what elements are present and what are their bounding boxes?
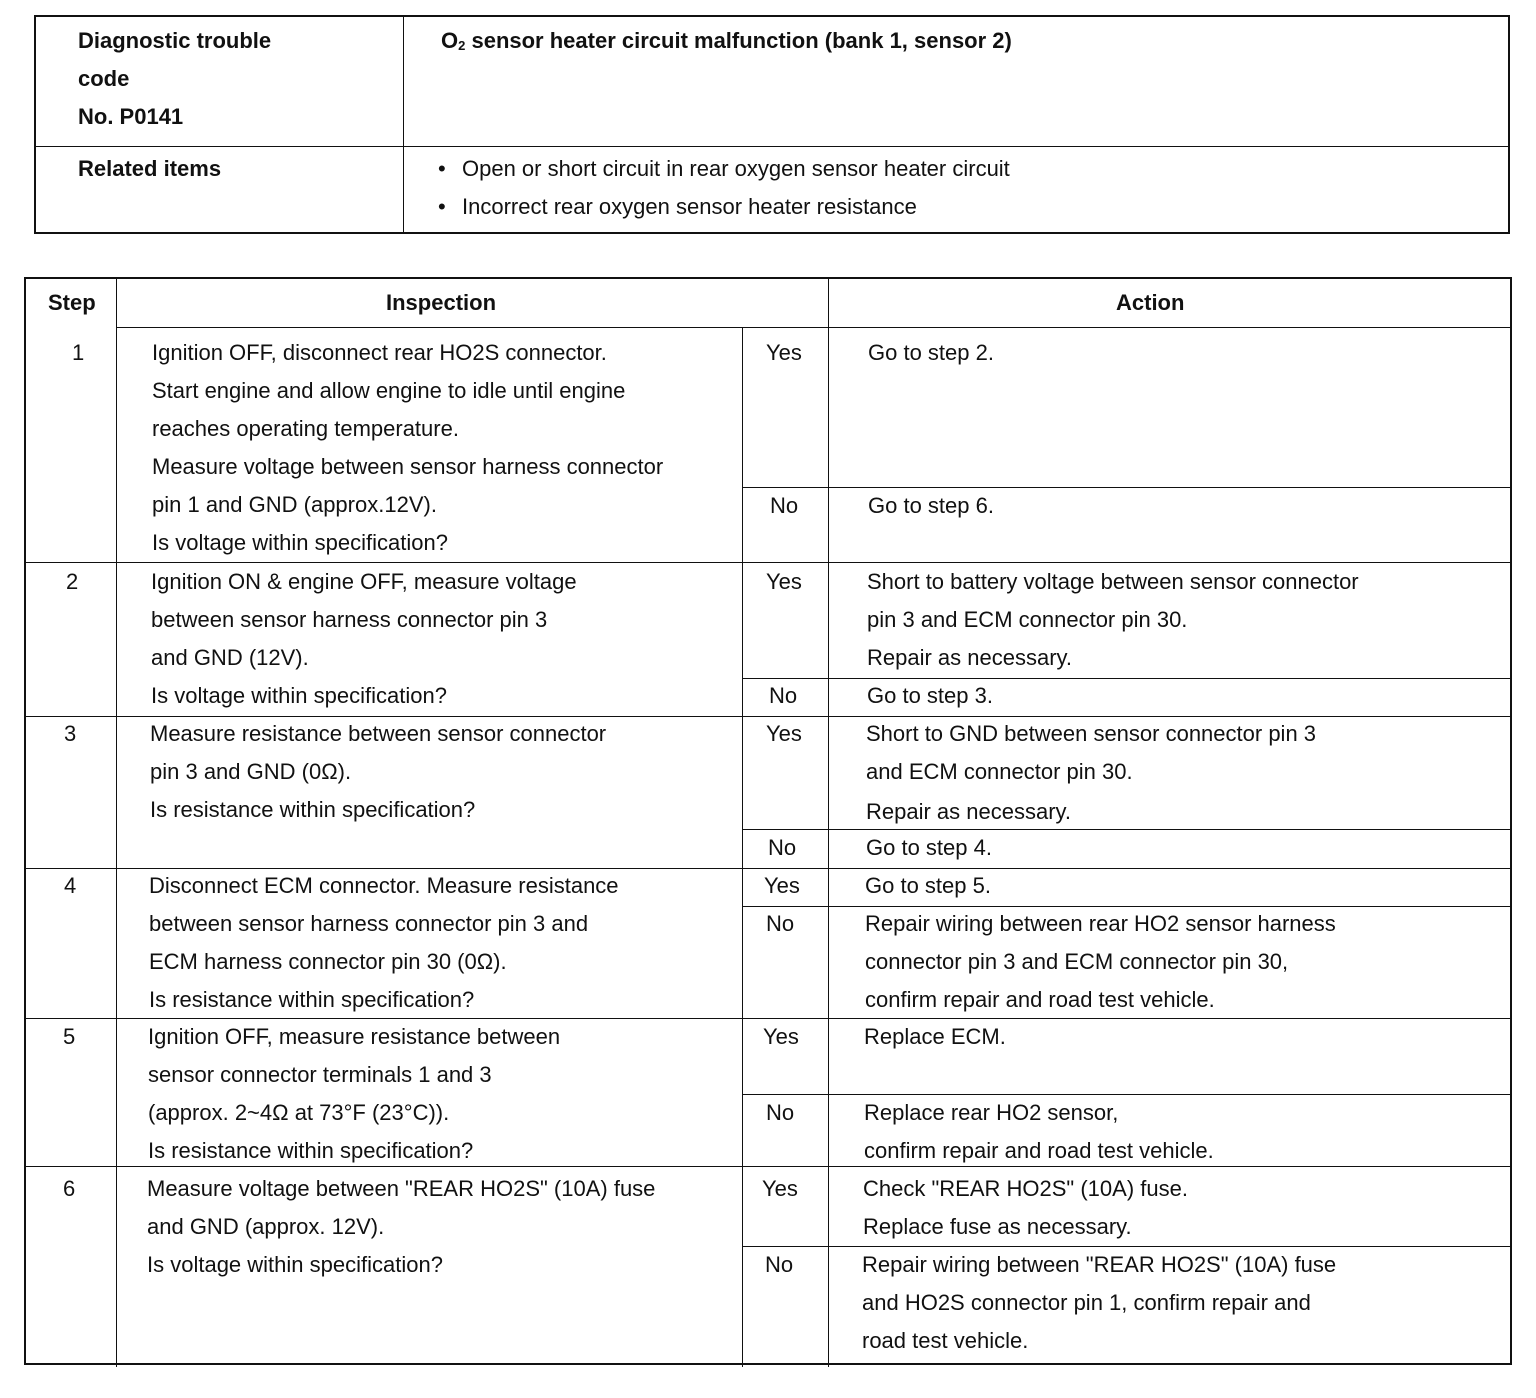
action-line: confirm repair and road test vehicle. [865, 987, 1215, 1012]
header-row-divider [116, 327, 1512, 328]
inspection-line: Ignition OFF, measure resistance between [148, 1024, 561, 1049]
inspection-line: pin 1 and GND (approx.12V). [152, 492, 437, 517]
action-line: pin 3 and ECM connector pin 30. [867, 607, 1188, 632]
dtc-title [441, 22, 1012, 65]
dtc-title-text: sensor heater circuit malfunction (bank 1, sensor 2) [465, 28, 1012, 53]
column-divider [116, 279, 117, 1367]
no-label: No [769, 683, 798, 708]
step-number: 4 [64, 873, 77, 898]
action-line: Repair as necessary. [867, 645, 1073, 670]
yes-action [864, 1018, 1006, 1056]
dtc-code-row [36, 17, 1508, 147]
yes-label: Yes [766, 569, 802, 594]
inspection-line: Is voltage within specification? [151, 683, 447, 708]
inspection-line: Ignition OFF, disconnect rear HO2S connector. [152, 340, 607, 365]
dtc-title-o: O [441, 28, 459, 53]
no-action [864, 1094, 1214, 1170]
inspection-line: Start engine and allow engine to idle until engine [152, 378, 626, 403]
inspection-line: Is voltage within specification? [152, 530, 448, 555]
inspection-line: and GND (12V). [151, 645, 309, 670]
inspection-line: Disconnect ECM connector. Measure resistance [149, 873, 619, 898]
action-line: and HO2S connector pin 1, confirm repair and [862, 1290, 1311, 1315]
yesno-row-divider [742, 487, 1512, 488]
action-line: road test vehicle. [862, 1328, 1029, 1353]
step-number: 6 [63, 1176, 76, 1201]
related-items-label: Related items [78, 156, 222, 181]
inspection-line: reaches operating temperature. [152, 416, 459, 441]
inspection-line: pin 3 and GND (0Ω). [150, 759, 352, 784]
dtc-code-label [78, 22, 271, 136]
yes-label: Yes [762, 1176, 798, 1201]
dtc-code-label-line: Diagnostic trouble [78, 28, 272, 53]
step-number: 3 [64, 721, 77, 746]
inspection-text [148, 1018, 560, 1170]
inspection-line: Ignition ON & engine OFF, measure voltage [151, 569, 577, 594]
inspection-text [152, 334, 663, 562]
no-action [868, 487, 994, 525]
dtc-header-table [34, 15, 1510, 234]
column-header-step: Step [48, 290, 96, 315]
action-line: Go to step 3. [867, 683, 993, 708]
yes-label: Yes [766, 340, 802, 365]
yes-action [865, 867, 991, 905]
action-line: and ECM connector pin 30. [866, 759, 1133, 784]
step-number: 5 [63, 1024, 76, 1049]
yes-label: Yes [764, 873, 800, 898]
yes-action [868, 334, 994, 372]
yes-action [863, 1170, 1188, 1246]
yes-action [867, 563, 1359, 677]
action-line: Repair wiring between rear HO2 sensor harness [865, 911, 1336, 936]
inspection-line: (approx. 2~4Ω at 73°F (23°C)). [148, 1100, 450, 1125]
step-number: 2 [66, 569, 79, 594]
action-line: Replace ECM. [864, 1024, 1006, 1049]
yesno-row-divider [742, 678, 1512, 679]
action-line: Check "REAR HO2S" (10A) fuse. [863, 1176, 1188, 1201]
action-line: Go to step 5. [865, 873, 991, 898]
inspection-line: sensor connector terminals 1 and 3 [148, 1062, 492, 1087]
action-line: Go to step 6. [868, 493, 994, 518]
column-header-action: Action [1116, 290, 1185, 315]
inspection-text [147, 1170, 655, 1284]
inspection-text [149, 867, 619, 1019]
inspection-line: Measure voltage between sensor harness connector [152, 454, 664, 479]
inspection-line: ECM harness connector pin 30 (0Ω). [149, 949, 507, 974]
related-item: • Incorrect rear oxygen sensor heater resistance [438, 188, 1010, 226]
yes-label: Yes [766, 721, 802, 746]
action-line: Repair as necessary. [866, 799, 1072, 824]
no-label: No [766, 911, 795, 936]
action-line: confirm repair and road test vehicle. [864, 1138, 1214, 1163]
no-label: No [770, 493, 799, 518]
action-line: Replace fuse as necessary. [863, 1214, 1132, 1239]
no-action [865, 905, 1336, 1019]
action-line: Replace rear HO2 sensor, [864, 1100, 1119, 1125]
no-label: No [766, 1100, 795, 1125]
related-items-row [36, 146, 1508, 232]
diagnostic-steps-table [24, 277, 1512, 1365]
inspection-text [150, 715, 606, 829]
yesno-divider [742, 327, 743, 1367]
dtc-code-number: No. P0141 [78, 104, 184, 129]
no-label: No [768, 835, 797, 860]
inspection-line: Is resistance within specification? [149, 987, 475, 1012]
inspection-line: Measure voltage between "REAR HO2S" (10A) fuse [147, 1176, 656, 1201]
inspection-line: between sensor harness connector pin 3 [151, 607, 548, 632]
no-action [862, 1246, 1336, 1360]
yes-action [866, 715, 1316, 831]
column-header-inspection: Inspection [386, 290, 497, 315]
action-line: Go to step 4. [866, 835, 992, 860]
yes-label: Yes [763, 1024, 799, 1049]
related-items-list [438, 150, 1010, 226]
inspection-line: Is resistance within specification? [148, 1138, 474, 1163]
dtc-title-subscript: 2 [458, 38, 466, 53]
header-divider [403, 17, 404, 232]
inspection-line: Measure resistance between sensor connector [150, 721, 607, 746]
no-action [866, 829, 992, 867]
action-line: connector pin 3 and ECM connector pin 30, [865, 949, 1289, 974]
step-number: 1 [72, 340, 85, 365]
no-label: No [765, 1252, 794, 1277]
inspection-text [151, 563, 577, 715]
action-line: Repair wiring between "REAR HO2S" (10A) fuse [862, 1252, 1337, 1277]
column-divider [828, 279, 829, 1367]
action-line: Go to step 2. [868, 340, 994, 365]
related-item: • Open or short circuit in rear oxygen sensor heater circuit [438, 150, 1010, 188]
inspection-line: between sensor harness connector pin 3 and [149, 911, 589, 936]
action-line: Short to GND between sensor connector pin 3 [866, 721, 1317, 746]
inspection-line: and GND (approx. 12V). [147, 1214, 385, 1239]
inspection-line: Is resistance within specification? [150, 797, 476, 822]
dtc-code-label-line: code [78, 66, 130, 91]
inspection-line: Is voltage within specification? [147, 1252, 443, 1277]
no-action [867, 677, 993, 715]
action-line: Short to battery voltage between sensor connector [867, 569, 1359, 594]
